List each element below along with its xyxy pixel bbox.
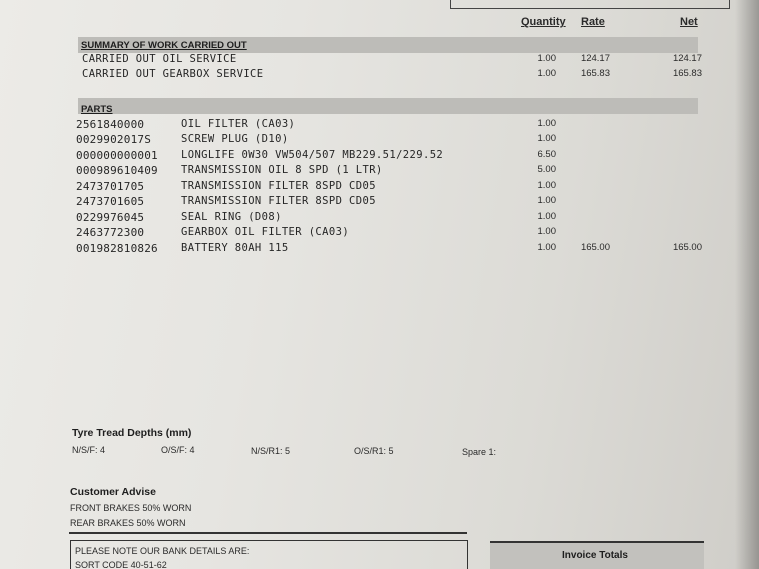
part-description: TRANSMISSION FILTER 8SPD CD05 bbox=[181, 180, 376, 192]
tyre-osf: O/S/F: 4 bbox=[161, 445, 195, 455]
summary-row bbox=[0, 68, 759, 83]
advise-line: REAR BRAKES 50% WORN bbox=[70, 518, 186, 528]
part-description: BATTERY 80AH 115 bbox=[181, 242, 289, 254]
part-code: 000000000001 bbox=[76, 149, 158, 162]
advise-heading: Customer Advise bbox=[70, 486, 156, 498]
parts-heading: PARTS bbox=[81, 104, 113, 115]
part-description: TRANSMISSION FILTER 8SPD CD05 bbox=[181, 195, 376, 207]
part-description: SEAL RING (D08) bbox=[181, 211, 282, 223]
part-code: 001982810826 bbox=[76, 242, 158, 255]
tyre-nsr1: N/S/R1: 5 bbox=[251, 446, 291, 456]
column-header-quantity: Quantity bbox=[521, 16, 566, 28]
part-row bbox=[0, 164, 759, 179]
part-quantity: 1.00 bbox=[537, 180, 556, 191]
summary-rate: 124.17 bbox=[580, 53, 610, 64]
part-rate: 165.00 bbox=[580, 242, 610, 253]
part-quantity: 1.00 bbox=[537, 195, 556, 206]
part-code: 2473701605 bbox=[76, 195, 145, 208]
part-description: SCREW PLUG (D10) bbox=[181, 133, 289, 145]
summary-quantity: 1.00 bbox=[537, 68, 556, 79]
part-row bbox=[0, 118, 759, 133]
bank-line: SORT CODE 40-51-62 bbox=[75, 560, 167, 569]
tyre-osr1: O/S/R1: 5 bbox=[354, 446, 394, 456]
summary-net: 124.17 bbox=[672, 53, 702, 64]
part-code: 000989610409 bbox=[76, 164, 158, 177]
summary-heading: SUMMARY OF WORK CARRIED OUT bbox=[81, 40, 247, 51]
part-quantity: 1.00 bbox=[537, 242, 556, 253]
part-description: OIL FILTER (CA03) bbox=[181, 118, 296, 130]
part-code: 0229976045 bbox=[76, 211, 145, 224]
part-quantity: 1.00 bbox=[537, 118, 556, 129]
part-description: TRANSMISSION OIL 8 SPD (1 LTR) bbox=[181, 164, 383, 176]
invoice-totals-box bbox=[490, 541, 704, 569]
summary-net: 165.83 bbox=[672, 68, 702, 79]
tyre-heading: Tyre Tread Depths (mm) bbox=[72, 427, 192, 439]
part-quantity: 5.00 bbox=[537, 164, 556, 175]
tyre-spare: Spare 1: bbox=[462, 447, 497, 457]
summary-description: CARRIED OUT OIL SERVICE bbox=[82, 53, 237, 65]
part-code: 2463772300 bbox=[76, 226, 145, 239]
part-row bbox=[0, 180, 759, 195]
part-description: LONGLIFE 0W30 VW504/507 MB229.51/229.52 bbox=[181, 149, 444, 161]
summary-description: CARRIED OUT GEARBOX SERVICE bbox=[82, 68, 264, 80]
part-row bbox=[0, 226, 759, 241]
summary-quantity: 1.00 bbox=[537, 53, 556, 64]
part-code: 0029902017S bbox=[76, 133, 152, 146]
bank-line: PLEASE NOTE OUR BANK DETAILS ARE: bbox=[75, 546, 250, 556]
part-row bbox=[0, 195, 759, 210]
invoice-totals-heading: Invoice Totals bbox=[562, 550, 628, 561]
summary-rate: 165.83 bbox=[580, 68, 610, 79]
part-quantity: 6.50 bbox=[537, 149, 556, 160]
part-quantity: 1.00 bbox=[537, 226, 556, 237]
part-code: 2561840000 bbox=[76, 118, 145, 131]
bank-details-box bbox=[70, 540, 468, 569]
tyre-nsf: N/S/F: 4 bbox=[72, 445, 106, 455]
part-row bbox=[0, 133, 759, 148]
header-box bbox=[450, 0, 730, 9]
page-edge-shadow bbox=[735, 0, 759, 569]
column-header-rate: Rate bbox=[581, 16, 605, 28]
part-row bbox=[0, 149, 759, 164]
part-row bbox=[0, 242, 759, 257]
part-description: GEARBOX OIL FILTER (CA03) bbox=[181, 226, 350, 238]
part-net: 165.00 bbox=[672, 242, 702, 253]
advise-line: FRONT BRAKES 50% WORN bbox=[70, 503, 192, 513]
part-quantity: 1.00 bbox=[537, 211, 556, 222]
advise-divider bbox=[69, 532, 467, 534]
parts-band bbox=[78, 98, 698, 114]
part-quantity: 1.00 bbox=[537, 133, 556, 144]
part-row bbox=[0, 211, 759, 226]
part-code: 2473701705 bbox=[76, 180, 145, 193]
column-header-net: Net bbox=[680, 16, 698, 28]
summary-row bbox=[0, 53, 759, 68]
